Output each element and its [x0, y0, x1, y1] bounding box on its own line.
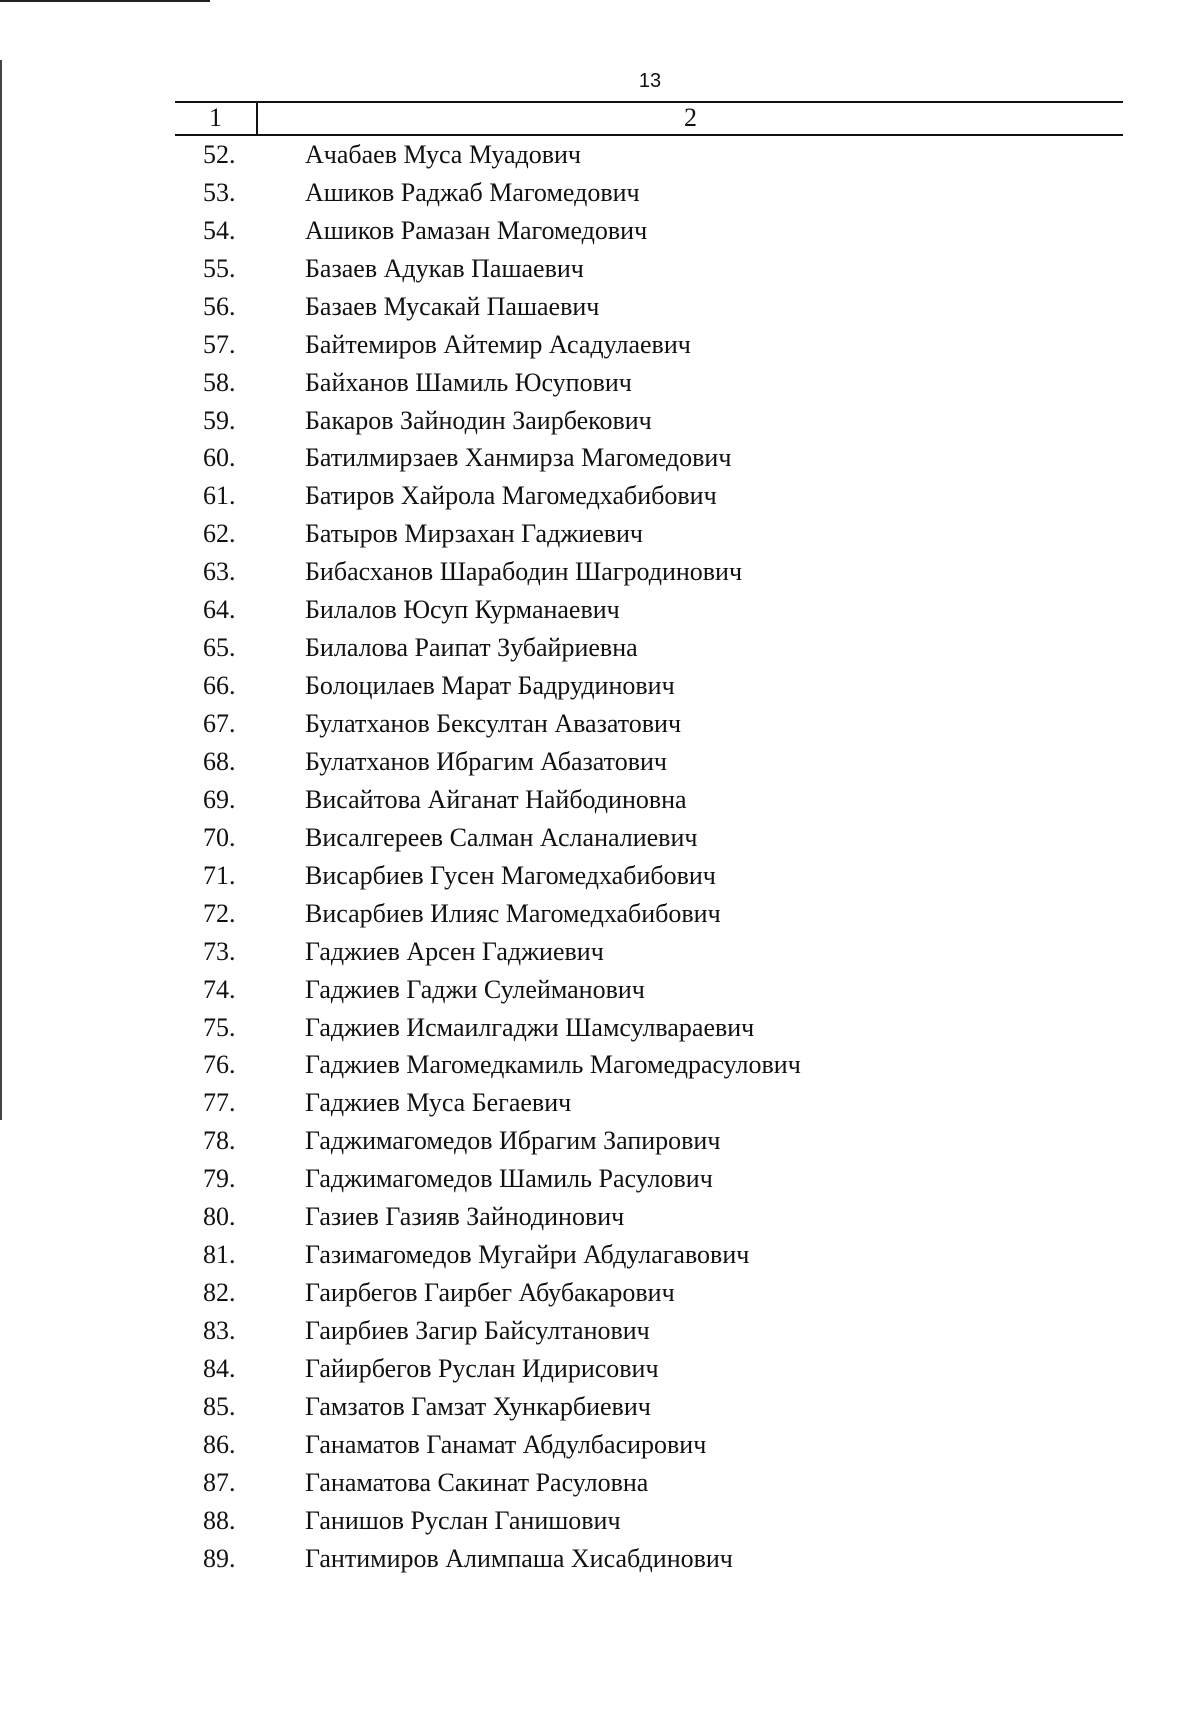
table-row	[175, 1198, 1123, 1236]
row-full-name: Гаджимагомедов Ибрагим Запирович	[305, 1126, 721, 1156]
row-full-name: Билалов Юсуп Курманаевич	[305, 595, 620, 625]
row-full-name: Гамзатов Гамзат Хункарбиевич	[305, 1391, 651, 1421]
row-full-name: Ганаматов Ганамат Абдулбасирович	[305, 1429, 707, 1459]
row-number: 87.	[203, 1467, 236, 1497]
table-header-col1: 1	[209, 103, 222, 132]
row-full-name: Булатханов Ибрагим Абазатович	[305, 746, 667, 776]
table-row	[175, 781, 1123, 819]
row-number: 59.	[203, 405, 236, 435]
row-number: 56.	[203, 291, 236, 321]
table-row	[175, 212, 1123, 250]
row-full-name: Байханов Шамиль Юсупович	[305, 367, 632, 397]
row-number: 61.	[203, 481, 236, 511]
row-number: 54.	[203, 215, 236, 245]
row-number: 58.	[203, 367, 236, 397]
table-row	[175, 326, 1123, 364]
table-row	[175, 1312, 1123, 1350]
row-full-name: Базаев Адукав Пашаевич	[305, 253, 584, 283]
row-full-name: Гаджиев Гаджи Сулейманович	[305, 974, 645, 1004]
row-full-name: Гаджиев Исмаилгаджи Шамсулвараевич	[305, 1012, 755, 1042]
table-row	[175, 288, 1123, 326]
row-full-name: Гантимиров Алимпаша Хисабдинович	[305, 1543, 733, 1573]
row-number: 64.	[203, 595, 236, 625]
table-row	[175, 705, 1123, 743]
row-full-name: Висарбиев Гусен Магомедхабибович	[305, 860, 716, 890]
table-row	[175, 1160, 1123, 1198]
row-full-name: Ашиков Раджаб Магомедович	[305, 177, 640, 207]
table-row	[175, 933, 1123, 971]
row-number: 75.	[203, 1012, 236, 1042]
row-full-name: Газимагомедов Мугайри Абдулагавович	[305, 1240, 750, 1270]
row-full-name: Гаирбиев Загир Байсултанович	[305, 1316, 650, 1346]
row-number: 76.	[203, 1050, 236, 1080]
row-full-name: Гаджиев Магомедкамиль Магомедрасулович	[305, 1050, 801, 1080]
row-number: 78.	[203, 1126, 236, 1156]
table-row	[175, 136, 1123, 174]
row-full-name: Батилмирзаев Ханмирза Магомедович	[305, 443, 732, 473]
row-number: 68.	[203, 746, 236, 776]
row-number: 83.	[203, 1316, 236, 1346]
row-number: 82.	[203, 1278, 236, 1308]
row-number: 79.	[203, 1164, 236, 1194]
row-number: 53.	[203, 177, 236, 207]
row-full-name: Гаджиев Арсен Гаджиевич	[305, 936, 604, 966]
row-number: 67.	[203, 709, 236, 739]
row-full-name: Ганишов Руслан Ганишович	[305, 1505, 621, 1535]
table-row	[175, 629, 1123, 667]
table-row	[175, 1502, 1123, 1540]
table-row	[175, 971, 1123, 1009]
row-number: 88.	[203, 1505, 236, 1535]
row-number: 72.	[203, 898, 236, 928]
table-row	[175, 1388, 1123, 1426]
table-row	[175, 895, 1123, 933]
row-full-name: Болоцилаев Марат Бадрудинович	[305, 671, 675, 701]
row-number: 80.	[203, 1202, 236, 1232]
row-number: 52.	[203, 139, 236, 169]
table-row	[175, 1350, 1123, 1388]
row-number: 60.	[203, 443, 236, 473]
row-full-name: Батыров Мирзахан Гаджиевич	[305, 519, 644, 549]
row-full-name: Ганаматова Сакинат Расуловна	[305, 1467, 649, 1497]
row-number: 84.	[203, 1353, 236, 1383]
table-row	[175, 667, 1123, 705]
row-number: 66.	[203, 671, 236, 701]
table-row	[175, 1540, 1123, 1578]
row-full-name: Ашиков Рамазан Магомедович	[305, 215, 648, 245]
row-full-name: Ачабаев Муса Муадович	[305, 139, 582, 169]
table-row	[175, 402, 1123, 440]
row-number: 70.	[203, 822, 236, 852]
table-row	[175, 1426, 1123, 1464]
row-number: 65.	[203, 633, 236, 663]
table-row	[175, 857, 1123, 895]
row-full-name: Базаев Мусакай Пашаевич	[305, 291, 600, 321]
row-number: 71.	[203, 860, 236, 890]
row-number: 57.	[203, 329, 236, 359]
row-full-name: Висайтова Айганат Найбодиновна	[305, 784, 687, 814]
row-number: 89.	[203, 1543, 236, 1573]
table-header-col2: 2	[684, 103, 697, 132]
row-full-name: Бакаров Зайнодин Заирбекович	[305, 405, 652, 435]
table-row	[175, 1236, 1123, 1274]
table-row	[175, 364, 1123, 402]
row-full-name: Байтемиров Айтемир Асадулаевич	[305, 329, 691, 359]
row-number: 69.	[203, 784, 236, 814]
row-full-name: Бибасханов Шарабодин Шагродинович	[305, 557, 743, 587]
table-row	[175, 1122, 1123, 1160]
table-row	[175, 250, 1123, 288]
table-body	[175, 136, 1123, 1578]
table-row	[175, 1274, 1123, 1312]
table-row	[175, 174, 1123, 212]
row-number: 85.	[203, 1391, 236, 1421]
row-full-name: Газиев Газияв Зайнодинович	[305, 1202, 625, 1232]
table-row	[175, 1464, 1123, 1502]
row-full-name: Висалгереев Салман Асланалиевич	[305, 822, 698, 852]
table-row	[175, 743, 1123, 781]
table-row	[175, 477, 1123, 515]
table-row	[175, 515, 1123, 553]
table-row	[175, 591, 1123, 629]
scan-edge-top	[0, 0, 210, 2]
row-full-name: Гайирбегов Руслан Идирисович	[305, 1353, 659, 1383]
row-number: 63.	[203, 557, 236, 587]
row-number: 77.	[203, 1088, 236, 1118]
row-number: 73.	[203, 936, 236, 966]
row-number: 86.	[203, 1429, 236, 1459]
scan-edge-left	[0, 60, 2, 1120]
row-full-name: Гаирбегов Гаирбег Абубакарович	[305, 1278, 675, 1308]
table-row	[175, 440, 1123, 478]
row-full-name: Гаджиев Муса Бегаевич	[305, 1088, 572, 1118]
row-number: 81.	[203, 1240, 236, 1270]
table-row	[175, 1009, 1123, 1047]
table-row	[175, 553, 1123, 591]
row-full-name: Билалова Раипат Зубайриевна	[305, 633, 638, 663]
row-number: 74.	[203, 974, 236, 1004]
row-number: 55.	[203, 253, 236, 283]
row-full-name: Висарбиев Илияс Магомедхабибович	[305, 898, 721, 928]
table-row	[175, 819, 1123, 857]
page-number: 13	[638, 70, 662, 92]
row-number: 62.	[203, 519, 236, 549]
table-row	[175, 1084, 1123, 1122]
row-full-name: Батиров Хайрола Магомедхабибович	[305, 481, 717, 511]
row-full-name: Булатханов Бексултан Авазатович	[305, 709, 682, 739]
row-full-name: Гаджимагомедов Шамиль Расулович	[305, 1164, 713, 1194]
table-row	[175, 1047, 1123, 1085]
